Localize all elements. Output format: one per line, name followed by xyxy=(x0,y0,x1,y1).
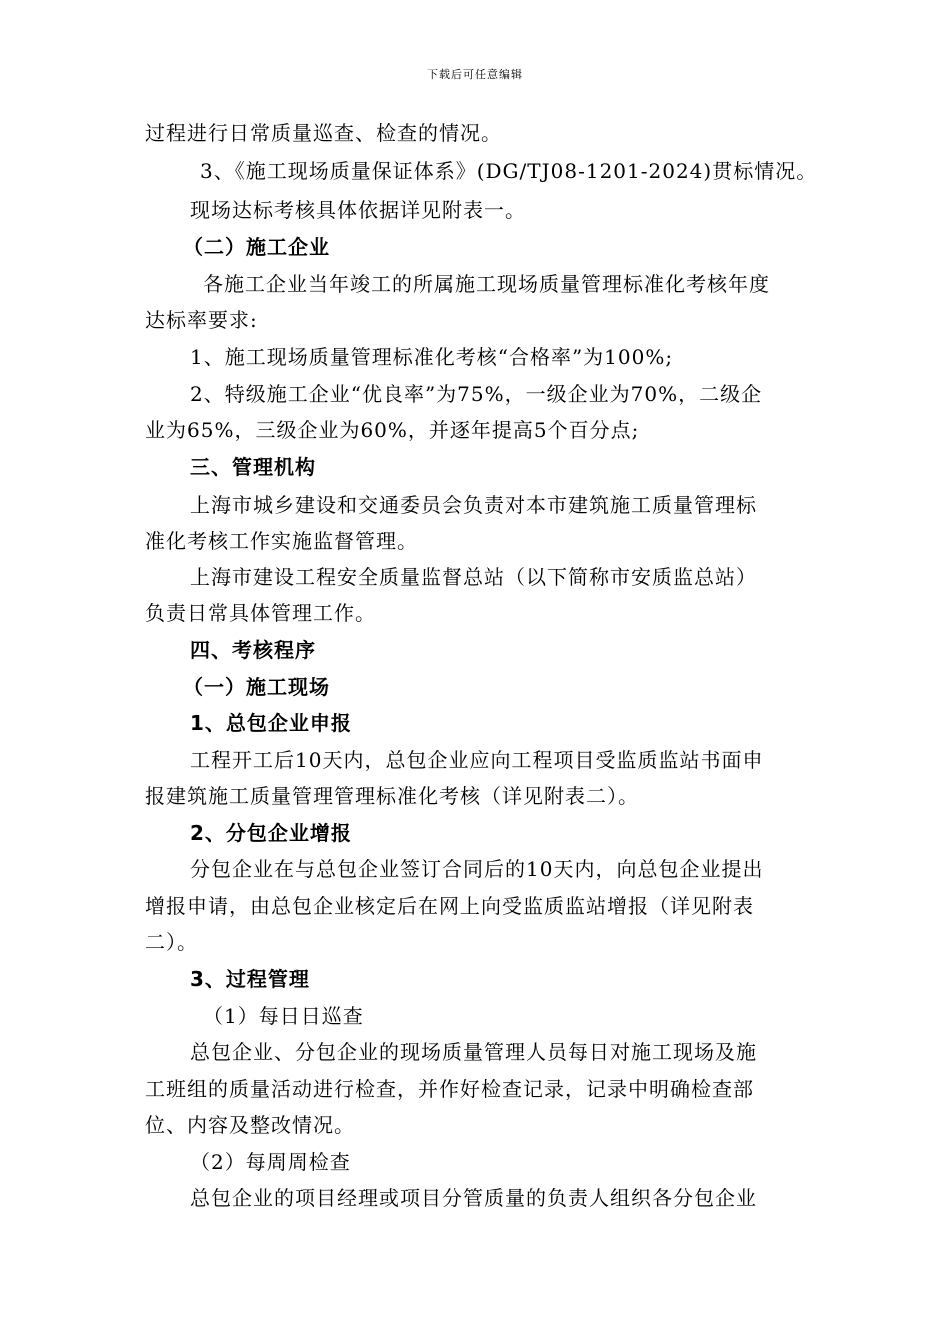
paragraph-line: 现场达标考核具体依据详见附表一。 xyxy=(190,198,526,222)
section-heading: 四、考核程序 xyxy=(190,638,316,662)
paragraph-line: 1、施工现场质量管理标准化考核“合格率”为100%; xyxy=(190,345,674,369)
paragraph-line: 总包企业的项目经理或项目分管质量的负责人组织各分包企业 xyxy=(190,1186,757,1210)
paragraph-line: 3、《施工现场质量保证体系》(DG/TJ08-1201-2024)贯标情况。 xyxy=(200,159,818,183)
section-heading: （一）施工现场 xyxy=(183,675,330,699)
paragraph-line: 业为65%，三级企业为60%，并逐年提高5个百分点; xyxy=(145,418,640,442)
paragraph-line: 达标率要求: xyxy=(145,308,258,332)
paragraph-line: （2）每周周检查 xyxy=(190,1150,351,1174)
section-heading: 2、分包企业增报 xyxy=(190,821,352,845)
section-heading: 1、总包企业申报 xyxy=(190,711,352,735)
paragraph-line: 负责日常具体管理工作。 xyxy=(145,601,376,625)
section-heading: （二）施工企业 xyxy=(183,235,330,259)
paragraph-line: 上海市城乡建设和交通委员会负责对本市建筑施工质量管理标 xyxy=(190,493,757,517)
paragraph-line: 过程进行日常质量巡查、检查的情况。 xyxy=(145,121,502,145)
paragraph-line: 报建筑施工质量管理管理标准化考核（详见附表二）。 xyxy=(145,784,639,808)
paragraph-line: 工班组的质量活动进行检查，并作好检查记录，记录中明确检查部 xyxy=(145,1077,754,1101)
paragraph-line: （1）每日日巡查 xyxy=(203,1004,364,1028)
paragraph-line: 上海市建设工程安全质量监督总站（以下简称市安质监总站） xyxy=(190,565,757,589)
paragraph-line: 工程开工后10天内，总包企业应向工程项目受监质监站书面申 xyxy=(190,748,764,772)
header-note: 下载后可任意编辑 xyxy=(427,68,523,81)
paragraph-line: 分包企业在与总包企业签订合同后的10天内，向总包企业提出 xyxy=(190,857,764,881)
paragraph-line: 总包企业、分包企业的现场质量管理人员每日对施工现场及施 xyxy=(190,1040,757,1064)
paragraph-line: 2、特级施工企业“优良率”为75%，一级企业为70%，二级企 xyxy=(190,382,763,406)
paragraph-line: 增报申请，由总包企业核定后在网上向受监质监站增报（详见附表 xyxy=(145,894,754,918)
paragraph-line: 准化考核工作实施监督管理。 xyxy=(145,529,418,553)
paragraph-line: 各施工企业当年竣工的所属施工现场质量管理标准化考核年度 xyxy=(203,272,770,296)
paragraph-line: 二）。 xyxy=(145,930,198,954)
section-heading: 3、过程管理 xyxy=(190,967,310,991)
section-heading: 三、管理机构 xyxy=(190,455,316,479)
paragraph-line: 位、内容及整改情况。 xyxy=(145,1113,355,1137)
